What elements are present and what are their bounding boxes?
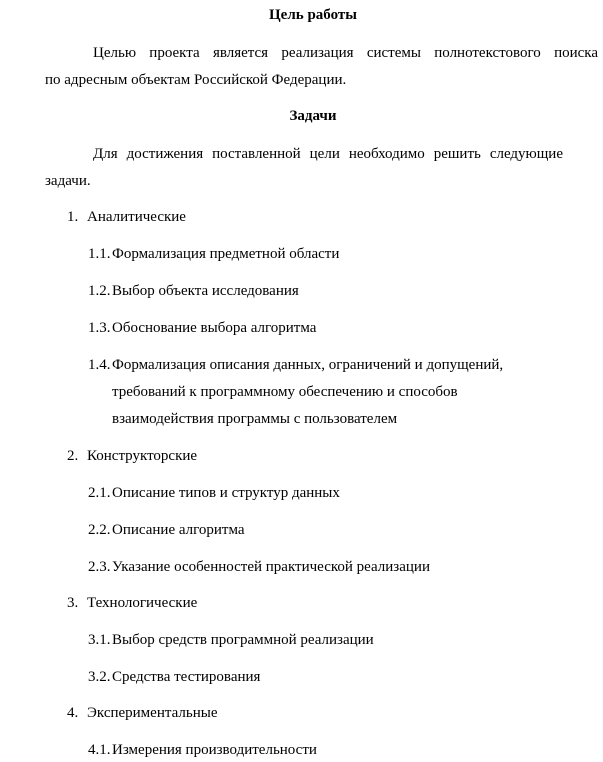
tasks-heading: Задачи [289,108,337,124]
task-number: 2. [67,448,79,464]
tasks-intro-line: задачи. [45,173,91,189]
task-number: 3. [67,595,79,611]
subtask-item [88,741,317,759]
task-label: Конструкторские [87,448,198,464]
subtask-number: 3.1. [88,632,111,648]
subtask-item [88,245,339,263]
subtask-item [88,484,340,502]
subtask-label-continuation: требований к программному обеспечению и способов [112,384,458,400]
subtask-label: Формализация предметной области [112,246,340,262]
subtask-item [88,668,260,686]
task-number: 4. [67,705,79,721]
subtask-label: Описание алгоритма [112,522,245,538]
task-item [67,447,197,465]
subtask-item [88,282,299,300]
subtask-number: 2.1. [88,485,111,501]
subtask-item [88,521,245,539]
subtask-label: Выбор средств программной реализации [112,632,374,648]
task-label: Технологические [87,595,198,611]
subtask-number: 1.4. [88,357,111,373]
task-number: 1. [67,209,79,225]
subtask-label: Обоснование выбора алгоритма [112,320,317,336]
subtask-number: 4.1. [88,742,111,758]
goal-text-line: Целью проекта является реализация системы полнотекстового поиска [93,45,598,61]
task-item [67,208,186,226]
subtask-number: 3.2. [88,669,111,685]
subtask-label: Средства тестирования [112,669,261,685]
goal-heading: Цель работы [269,7,357,23]
subtask-label: Выбор объекта исследования [112,283,299,299]
subtask-label: Измерения производительности [112,742,317,758]
subtask-item [88,631,374,649]
subtask-label: Указание особенностей практической реализации [112,559,430,575]
goal-text-line: по адресным объектам Российской Федерации. [45,72,347,88]
subtask-number: 2.2. [88,522,111,538]
subtask-label: Описание типов и структур данных [112,485,340,501]
subtask-number: 1.3. [88,320,111,336]
subtask-number: 1.2. [88,283,111,299]
subtask-number: 1.1. [88,246,111,262]
task-label: Аналитические [87,209,186,225]
subtask-item [88,558,430,576]
subtask-number: 2.3. [88,559,111,575]
subtask-item [88,356,503,374]
task-item [67,704,217,722]
subtask-label-continuation: взаимодействия программы с пользователем [112,411,398,427]
task-item [67,594,197,612]
task-label: Экспериментальные [87,705,218,721]
tasks-intro-line: Для достижения поставленной цели необходимо решить следующие [93,146,563,162]
subtask-label: Формализация описания данных, ограничений и допущений, [112,357,504,373]
subtask-item [88,319,316,337]
